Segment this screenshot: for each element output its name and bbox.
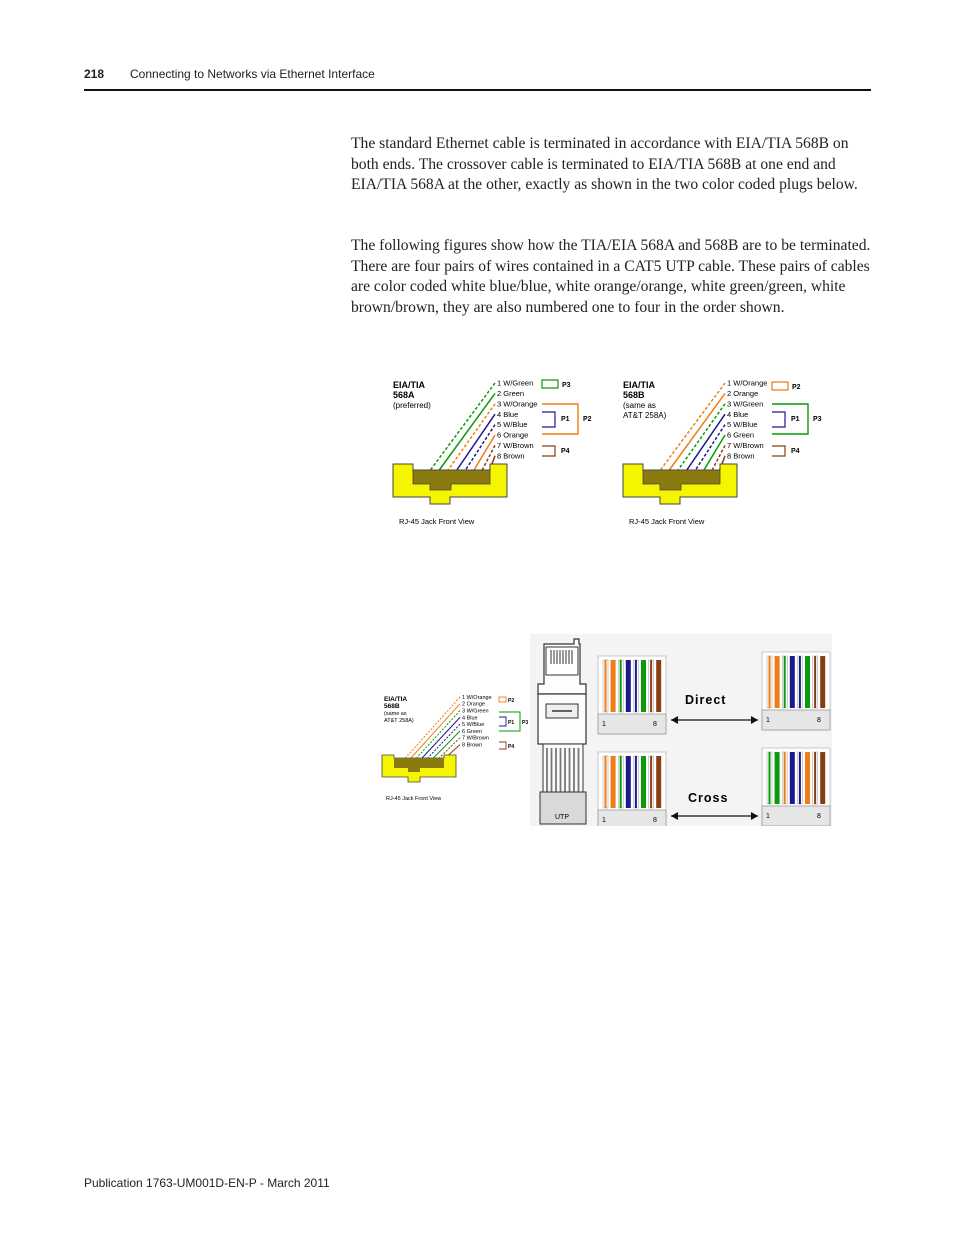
wire-line	[432, 393, 495, 480]
wire-label: 1 W/Orange	[462, 694, 492, 701]
connector-cross-right	[762, 748, 830, 826]
connector-wire	[641, 660, 646, 712]
connector-wire	[805, 656, 810, 708]
jack-title-line2: 568B	[623, 390, 645, 400]
connector-wire-stripe	[814, 752, 816, 804]
wire-lines-568b	[653, 383, 725, 480]
paragraph-standard-cable: The standard Ethernet cable is terminated in accordance with EIA/TIA 568B on both ends. The crossover cable is terminated to EIA/TIA 568B at one end and EIA/TIA 568A at the other, exactly as shown in the two color coded plugs below.	[351, 135, 858, 193]
pair-bracket-p1	[772, 412, 785, 427]
paragraph-termination: The following figures show how the TIA/EIA 568A and 568B are to be terminated. There are four pairs of wires contained in a CAT5 UTP cable. These pairs of cables are color coded white blue/blue, white orange/orange, white green/green, white brown/brown, they are also numbered one to four in the order shown.	[351, 237, 871, 316]
wire-label: 6 Green	[462, 728, 482, 735]
jack-title-line3: (preferred)	[393, 401, 431, 410]
pair-label-p2: P2	[792, 384, 801, 391]
wire-label: 2 Orange	[462, 701, 485, 708]
wire-line	[441, 404, 495, 480]
footer-publication: Publication 1763-UM001D-EN-P - March 2011	[84, 1176, 330, 1190]
wire-label: 1 W/Green	[497, 378, 534, 388]
wire-label: 7 W/Brown	[497, 441, 534, 451]
pair-bracket-p3	[542, 380, 558, 388]
pair-bracket-p1	[542, 412, 555, 427]
pair-label-p4: P4	[508, 744, 515, 750]
jack-caption: RJ-45 Jack Front View	[629, 517, 705, 526]
pair-bracket-p4	[772, 446, 785, 456]
connector-wire	[641, 756, 646, 808]
diagram-568b	[623, 379, 822, 526]
connector-wire	[820, 656, 825, 708]
wire-line	[662, 393, 725, 480]
pair-label-p3: P3	[562, 382, 571, 389]
connector-wire-stripe	[814, 656, 816, 708]
page-number: 218	[84, 67, 105, 81]
cross-label: Cross	[688, 791, 729, 805]
connector-wire-stripe	[605, 756, 607, 808]
connector-cross-left	[598, 752, 666, 826]
connector-wire	[775, 656, 780, 708]
wire-label: 3 W/Green	[727, 399, 764, 409]
connector-wire-stripe	[799, 752, 801, 804]
pin-label-first: 1	[766, 813, 770, 820]
wire-label: 7 W/Brown	[462, 735, 489, 742]
pair-label-p1: P1	[791, 416, 800, 423]
connector-wire	[626, 756, 631, 808]
jack-caption: RJ-45 Jack Front View	[399, 517, 475, 526]
wire-label: 6 Orange	[497, 430, 529, 440]
direct-arrow-left-head	[671, 716, 678, 724]
connector-wire-stripe	[635, 660, 637, 712]
direct-arrow-right-head	[751, 716, 758, 724]
connector-wire-stripe	[605, 660, 607, 712]
cross-arrow-right-head	[751, 812, 758, 820]
pair-bracket-p2	[542, 404, 578, 434]
wire-label: 8 Brown	[462, 742, 483, 749]
jack-title-line3: (same as	[384, 711, 407, 717]
utp-label: UTP	[555, 814, 569, 821]
pair-label-p4: P4	[791, 448, 800, 455]
connector-wire-stripe	[769, 752, 771, 804]
jack-title-line4: AT&T 258A)	[623, 411, 667, 420]
connector-wire	[790, 656, 795, 708]
wire-label: 3 W/Orange	[497, 399, 538, 409]
pin-label-first: 1	[766, 717, 770, 724]
running-header-title: Connecting to Networks via Ethernet Interface	[130, 67, 375, 81]
connector-direct-left	[598, 656, 666, 734]
connector-wire	[656, 756, 661, 808]
connector-wire-stripe	[769, 656, 771, 708]
connector-wire-stripe	[650, 756, 652, 808]
figure-568b	[615, 372, 845, 532]
connector-direct-right	[762, 652, 830, 730]
pair-label-p1: P1	[508, 720, 515, 726]
wire-lines-568a	[423, 383, 495, 480]
pin-label-first: 1	[602, 817, 606, 824]
jack-caption: RJ-45 Jack Front View	[386, 796, 442, 802]
wire-label: 6 Green	[727, 430, 755, 440]
direct-label: Direct	[685, 693, 727, 707]
figure-568a-568b	[385, 372, 615, 532]
pin-label-first: 1	[602, 721, 606, 728]
connector-wire	[656, 660, 661, 712]
jack-title-line1: EIA/TIA	[384, 696, 408, 703]
connector-wire	[790, 752, 795, 804]
pair-label-p3: P3	[813, 416, 822, 423]
connector-wire	[626, 660, 631, 712]
jack-title-line4: AT&T 258A)	[384, 718, 414, 724]
jack-title-line2: 568B	[384, 703, 400, 710]
connector-wire-stripe	[784, 752, 786, 804]
wire-label: 8 Brown	[727, 451, 755, 461]
pair-bracket-p2	[772, 382, 788, 390]
wire-label: 7 W/Brown	[727, 441, 764, 451]
pair-label-p2: P2	[583, 416, 592, 423]
connector-wire	[820, 752, 825, 804]
rj45-plug-side	[540, 744, 586, 824]
pin-label-last: 8	[817, 813, 821, 820]
rj45-plug-front	[538, 639, 586, 744]
wire-label: 2 Green	[497, 389, 525, 399]
connector-wire-stripe	[620, 756, 622, 808]
header-rule	[84, 89, 871, 91]
connector-wire	[611, 660, 616, 712]
wire-label: 5 W/Blue	[727, 420, 758, 430]
jack-title-line3: (same as	[623, 401, 656, 410]
wire-label: 4 Blue	[497, 409, 519, 419]
wire-label: 5 W/Blue	[497, 420, 528, 430]
connector-wire	[611, 756, 616, 808]
pair-label-p2: P2	[508, 698, 515, 704]
jack-title-line1: EIA/TIA	[623, 380, 656, 390]
wire-label: 8 Brown	[497, 451, 525, 461]
pair-label-p1: P1	[561, 416, 570, 423]
pair-bracket-p4	[542, 446, 555, 456]
wire-label: 2 Orange	[727, 389, 759, 399]
connector-wire-stripe	[799, 656, 801, 708]
wire-line	[671, 404, 725, 480]
connector-wire	[805, 752, 810, 804]
wire-label: 4 Blue	[727, 409, 749, 419]
connector-wire-stripe	[635, 756, 637, 808]
jack-title-line2: 568A	[393, 390, 415, 400]
pair-bracket-p3	[772, 404, 808, 434]
wire-label: 1 W/Orange	[727, 378, 768, 388]
pair-label-p4: P4	[561, 448, 570, 455]
wire-label: 5 W/Blue	[462, 722, 485, 729]
pin-label-last: 8	[653, 721, 657, 728]
cross-arrow-left-head	[671, 812, 678, 820]
jack-title-line1: EIA/TIA	[393, 380, 426, 390]
connector-wire	[775, 752, 780, 804]
pin-label-last: 8	[817, 717, 821, 724]
wire-labels-568b	[727, 379, 767, 461]
pair-label-p3: P3	[522, 720, 529, 726]
pin-label-last: 8	[653, 817, 657, 824]
diagram-568a	[393, 379, 592, 526]
wire-labels-568a	[497, 379, 537, 461]
figure-direct-cross	[380, 634, 832, 826]
connector-wire-stripe	[784, 656, 786, 708]
wire-label: 3 W/Green	[462, 708, 489, 715]
wire-label: 4 Blue	[462, 715, 478, 722]
connector-wire-stripe	[620, 660, 622, 712]
connector-wire-stripe	[650, 660, 652, 712]
